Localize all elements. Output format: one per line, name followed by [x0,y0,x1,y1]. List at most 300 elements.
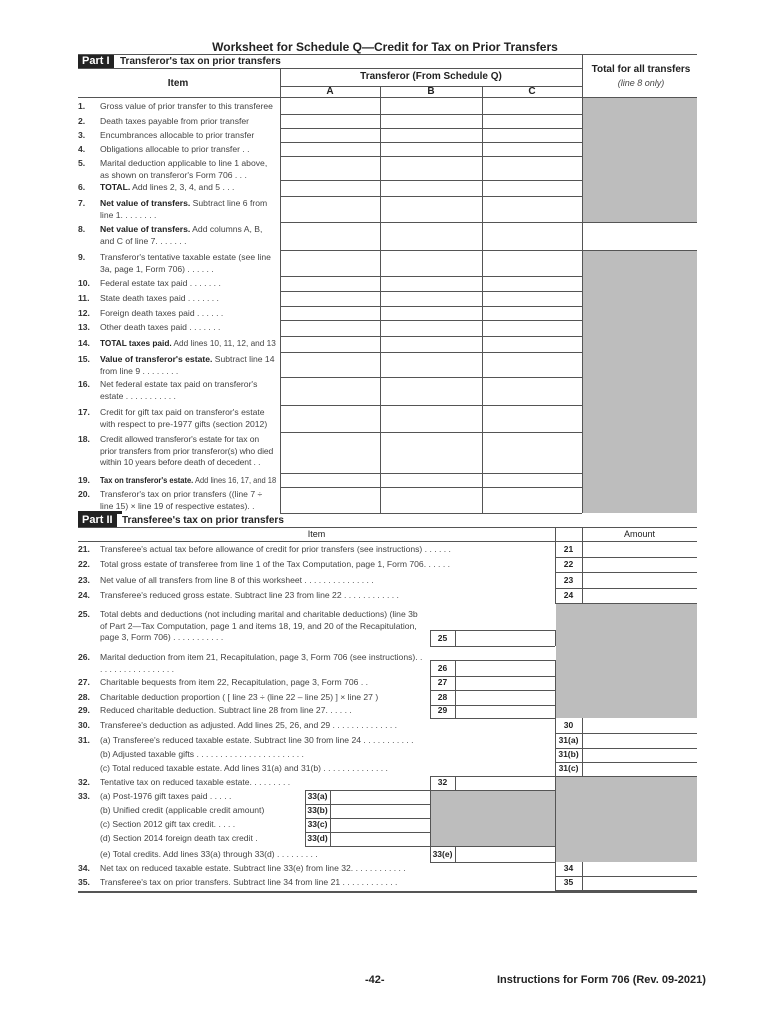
line-number: 3. [78,130,86,140]
middle-column-shaded [430,790,555,846]
line-text: Death taxes payable from prior transfer [100,116,250,126]
line-17-column-a-field[interactable] [281,405,379,431]
column-line [430,790,431,804]
rule-line [280,513,582,514]
line-description [100,354,276,377]
part1-line-18 [78,434,276,469]
line-bold-label: TOTAL. [100,182,131,192]
line-text: Total gross estate of transferee from line 1 of the Tax Computation, page 1, Form 706. . . . . . [100,559,450,569]
line-number: 6. [78,182,86,192]
line-bold-label: Net value of transfers. [100,198,191,208]
line-4-column-b-field[interactable] [381,142,481,155]
rule-line [78,97,697,98]
line-26-amount-field[interactable] [456,660,554,675]
line-description [100,158,276,181]
line-text: Tentative tax on reduced taxable estate. . . . . . . . . [100,777,291,787]
line-13-column-a-field[interactable] [281,320,379,335]
part2-line-21 [78,544,548,556]
part2-line-31(c) [78,763,548,775]
column-line [555,676,556,690]
line-28-amount-field[interactable] [456,690,554,704]
line-33(b)-amount-field[interactable] [331,804,429,817]
line-text: Transferee's tax on prior transfers. Subtract line 34 from line 21 . . . . . . . . . . . . [100,877,398,887]
line-bold-label: Value of transferor's estate. [100,354,213,364]
line-bold-label: Tax on transferor's estate. [100,475,194,485]
total-note: (line 8 only) [617,78,665,88]
line-number: 7. [78,198,86,208]
part2-line-28 [78,692,423,704]
line-description [100,609,423,644]
line-number [78,749,100,761]
total-header: Total for all transfers [591,64,691,75]
line-33(c)-amount-field[interactable] [331,818,429,831]
line-20-column-c-field[interactable] [483,487,581,512]
line-35-amount-field[interactable] [583,876,696,889]
part2-line-32 [78,777,423,789]
line-text: Credit allowed transferor's estate for tax on prior transfers from prior transferor(s) who died within 10 years before death of decedent . . [100,434,274,467]
line-12-column-b-field[interactable] [381,306,481,319]
line-text: (a) Transferee's reduced taxable estate. Subtract line 30 from line 24 . . . . . . . . . . . [100,735,414,745]
line-24-amount-field[interactable] [583,588,696,602]
line-3-column-a-field[interactable] [281,128,379,141]
line-15-column-c-field[interactable] [483,352,581,376]
line-3-column-b-field[interactable] [381,128,481,141]
line-number: 27. [78,677,90,687]
part1-line-2 [78,116,276,128]
column-line [555,690,556,705]
rule-line [555,603,697,604]
line-16-column-a-field[interactable] [281,377,379,404]
line-17-column-b-field[interactable] [381,405,481,431]
line-10-column-a-field[interactable] [281,276,379,290]
line-19-column-b-field[interactable] [381,473,481,486]
line-12-column-a-field[interactable] [281,306,379,319]
line-number: 16. [78,379,90,389]
line-description [100,705,423,717]
worksheet-title: Worksheet for Schedule Q—Credit for Tax on Prior Transfers [212,40,558,54]
column-line [430,818,431,832]
part2-line-22 [78,559,548,571]
line-bold-label: Net value of transfers. [100,224,191,234]
rule-line [280,86,582,87]
line-19-column-c-field[interactable] [483,473,581,486]
part1-line-5 [78,158,276,181]
line-34-amount-field[interactable] [583,862,696,875]
line-23-amount-field[interactable] [583,572,696,587]
rule-line [583,250,697,251]
part2-line-31(b) [78,749,548,761]
line-21-amount-field[interactable] [583,545,696,556]
part1-line-1 [78,101,276,113]
rule-line [583,222,697,223]
line-description [100,833,298,845]
box-number-23: 23 [563,575,574,585]
box-number-22: 22 [563,559,574,569]
line-17-column-c-field[interactable] [483,405,581,431]
line-text: Add lines 10, 11, 12, and 13 [171,338,276,348]
line-14-column-b-field[interactable] [381,336,481,351]
line-9-column-a-field[interactable] [281,250,379,275]
line-description [100,735,548,747]
line-number: 14. [78,338,90,348]
line-31(c)-amount-field[interactable] [583,762,696,775]
line-number: 30. [78,720,90,730]
line-16-column-c-field[interactable] [483,377,581,404]
line-text: (c) Total reduced taxable estate. Add lines 31(a) and 31(b) . . . . . . . . . . . . . . [100,763,388,773]
line-text: Obligations allocable to prior transfer . . [100,144,250,154]
line-number: 22. [78,559,90,569]
line-text: Add lines 16, 17, and 18 [193,475,277,485]
line-text: Reduced charitable deduction. Subtract line 28 from line 27. . . . . . [100,705,352,715]
line-29-amount-field[interactable] [456,705,554,717]
line-description [100,749,548,761]
line-description [100,559,548,571]
line-description [100,692,423,704]
part2-line-23 [78,575,548,587]
line-description [100,144,276,156]
line-14-column-c-field[interactable] [483,336,581,351]
line-text: (b) Unified credit (applicable credit amount) [100,805,265,815]
line-5-column-c-field[interactable] [483,156,581,179]
box-number-31(a): 31(a) [558,735,579,745]
line-description [100,116,276,128]
line-number: 35. [78,877,90,887]
line-description [100,379,276,402]
part1-line-15 [78,354,276,377]
line-18-column-c-field[interactable] [483,432,581,472]
line-13-column-b-field[interactable] [381,320,481,335]
rule-line [78,891,697,893]
box-number-28: 28 [437,692,448,702]
line-20-column-a-field[interactable] [281,487,379,512]
line-text: Net value of all transfers from line 8 of this worksheet . . . . . . . . . . . . . . . [100,575,374,585]
line-number: 24. [78,590,90,600]
box-number-33(a): 33(a) [307,791,328,801]
line-description [100,293,276,305]
part1-line-13 [78,322,276,334]
line-description [100,590,548,602]
part2-line-29 [78,705,423,717]
part2-title: Transferee's tax on prior transfers [122,515,284,526]
box-number-25: 25 [437,633,448,643]
line-description [100,863,548,875]
line-11-column-c-field[interactable] [483,291,581,305]
box-number-34: 34 [563,863,574,873]
line-number: 34. [78,863,90,873]
line-text: Transferee's reduced gross estate. Subtract line 23 from line 22 . . . . . . . . . . . . [100,590,399,600]
rule-line [78,68,582,69]
line-33(a)-amount-field[interactable] [331,790,429,803]
part2-line-33(d) [78,833,298,845]
part1-line-16 [78,379,276,402]
line-33(d)-amount-field[interactable] [331,832,429,845]
line-text: Credit for gift tax paid on transferor's estate with respect to pre-1977 gifts (section 2012) [100,407,268,429]
line-15-column-b-field[interactable] [381,352,481,376]
total-column-shaded [583,250,697,513]
column-line [555,705,556,718]
line-10-column-c-field[interactable] [483,276,581,290]
part1-line-10 [78,278,276,290]
column-a-header: A [326,86,334,97]
part2-line-31(a) [78,735,548,747]
line-text: Subtract line 6 from line 1. . . . . . . . [100,198,268,220]
line-30-amount-field[interactable] [583,718,696,732]
line-text: Marital deduction from item 21, Recapitulation, page 3, Form 706 (see instructions). . . . . . . . . . . . . . . . . . [100,652,423,674]
line-description [100,101,276,113]
line-27-amount-field[interactable] [456,676,554,689]
line-description [100,338,276,350]
line-7-column-a-field[interactable] [281,196,379,221]
amount-column-shaded [556,603,697,718]
part1-line-17 [78,407,276,430]
total-column-shaded [583,97,697,222]
part2-line-34 [78,863,548,875]
box-number-29: 29 [437,705,448,715]
line-description [100,475,277,487]
line-6-column-c-field[interactable] [483,180,581,195]
line-description [100,252,276,275]
line-text: (d) Section 2014 foreign death tax credit . [100,833,258,843]
line-15-column-a-field[interactable] [281,352,379,376]
line-32-amount-field[interactable] [456,776,554,789]
rule-line [78,541,697,542]
line-number: 29. [78,705,90,715]
line-description [100,819,298,831]
line-description [100,198,276,221]
transferor-header: Transferor (From Schedule Q) [360,71,502,82]
part1-line-20 [78,489,276,512]
line-text: (e) Total credits. Add lines 33(a) through 33(d) . . . . . . . . . [100,849,318,859]
column-c-header: C [528,86,536,97]
line-11-column-a-field[interactable] [281,291,379,305]
line-20-column-b-field[interactable] [381,487,481,512]
line-text: (a) Post-1976 gift taxes paid . . . . . [100,791,232,801]
rule-line [78,527,697,528]
line-number [78,819,100,831]
line-text: Marital deduction applicable to line 1 above, as shown on transferor's Form 706 . . . [100,158,268,180]
line-number: 9. [78,252,86,262]
line-33(e)-amount-field[interactable] [456,846,554,861]
line-text: Encumbrances allocable to prior transfer [100,130,255,140]
line-25-amount-field[interactable] [456,630,554,645]
amount-column-shaded [556,776,697,862]
line-9-column-c-field[interactable] [483,250,581,275]
line-5-column-a-field[interactable] [281,156,379,179]
line-number: 15. [78,354,90,364]
line-10-column-b-field[interactable] [381,276,481,290]
line-text: Federal estate tax paid . . . . . . . [100,278,221,288]
box-number-32: 32 [437,777,448,787]
line-number: 2. [78,116,86,126]
line-number: 26. [78,652,90,662]
line-number: 32. [78,777,90,787]
part1-line-14 [78,338,276,350]
box-number-27: 27 [437,677,448,687]
line-number: 10. [78,278,90,288]
box-number-30: 30 [563,720,574,730]
column-line [430,804,431,818]
line-number: 17. [78,407,90,417]
box-number-33(c): 33(c) [307,819,328,829]
line-number: 23. [78,575,90,585]
line-text: Charitable bequests from item 22, Recapitulation, page 3, Form 706 . . [100,677,368,687]
part2-line-35 [78,877,548,889]
line-text: Transferee's deduction as adjusted. Add lines 25, 26, and 29 . . . . . . . . . . . . . . [100,720,398,730]
line-13-column-c-field[interactable] [483,320,581,335]
line-text: Net tax on reduced taxable estate. Subtract line 33(e) from line 32. . . . . . . . . . . . [100,863,406,873]
part1-line-12 [78,308,276,320]
line-description [100,652,423,675]
line-5-column-b-field[interactable] [381,156,481,179]
line-12-column-c-field[interactable] [483,306,581,319]
line-31(a)-amount-field[interactable] [583,733,696,747]
column-line [555,718,556,890]
column-line [582,862,583,890]
line-text: State death taxes paid . . . . . . . [100,293,219,303]
part1-item-header: Item [167,78,189,89]
line-description [100,182,276,194]
line-description [100,677,423,689]
line-text: Foreign death taxes paid . . . . . . [100,308,224,318]
rule-line [555,776,697,777]
line-description [100,278,276,290]
part1-title: Transferor's tax on prior transfers [120,56,281,67]
column-line [430,832,431,846]
line-text: Total debts and deductions (not including marital and charitable deductions) (line 3b of Part 2—Tax Computation, page 1 and items 18, 19, and 20 of the Recapitulation, page 3, Form 706) . . . . . . . . . . . [100,609,418,642]
part1-line-6 [78,182,276,194]
line-31(b)-amount-field[interactable] [583,748,696,761]
line-number: 20. [78,489,90,499]
line-description [100,849,423,861]
line-8-column-c-field[interactable] [483,222,581,249]
line-8-column-a-field[interactable] [281,222,379,249]
column-line [555,630,556,646]
line-8-total-field[interactable] [583,222,697,250]
line-1-column-c-field[interactable] [483,99,581,113]
line-description [100,308,276,320]
line-number: 33. [78,791,90,801]
rule-line [78,54,697,55]
part2-line-26 [78,652,423,675]
line-description [100,434,276,469]
line-description [100,407,276,430]
line-text: (b) Adjusted taxable gifts . . . . . . . . . . . . . . . . . . . . . . . [100,749,304,759]
line-number: 1. [78,101,86,111]
line-number [78,833,100,845]
line-description [100,720,548,732]
box-number-33(e): 33(e) [432,849,453,859]
line-number: 8. [78,224,86,234]
line-18-column-a-field[interactable] [281,432,379,472]
line-description [100,791,298,803]
line-text: Transferor's tentative taxable estate (see line 3a, page 1, Form 706) . . . . . . [100,252,271,274]
rule-line [430,790,555,791]
line-description [100,877,548,889]
line-number: 19. [78,475,90,485]
line-4-column-c-field[interactable] [483,142,581,155]
line-22-amount-field[interactable] [583,557,696,571]
line-7-column-c-field[interactable] [483,196,581,221]
part1-line-8 [78,224,276,247]
part2-line-30 [78,720,548,732]
line-description [100,805,298,817]
line-9-column-b-field[interactable] [381,250,481,275]
part1-line-11 [78,293,276,305]
line-text: (c) Section 2012 gift tax credit. . . . . [100,819,236,829]
column-line [582,718,583,776]
line-4-column-a-field[interactable] [281,142,379,155]
line-description [100,777,423,789]
line-description [100,489,276,512]
part2-label: Part II [78,514,117,527]
line-description [100,130,276,142]
line-11-column-b-field[interactable] [381,291,481,305]
rule-line [305,846,430,847]
part2-line-27 [78,677,423,689]
line-description [100,763,548,775]
line-2-column-b-field[interactable] [381,114,481,127]
page-number: -42- [365,974,385,986]
line-number: 18. [78,434,90,444]
line-number: 4. [78,144,86,154]
line-number: 31. [78,735,90,745]
line-text: Other death taxes paid . . . . . . . [100,322,221,332]
line-6-column-b-field[interactable] [381,180,481,195]
part1-line-3 [78,130,276,142]
line-number [78,805,100,817]
box-number-26: 26 [437,663,448,673]
line-text: Transferee's actual tax before allowance of credit for prior transfers (see instructions) . . . . . . [100,544,451,554]
line-text: Charitable deduction proportion ( [ line 23 ÷ (line 22 – line 25) ] × line 27 ) [100,692,379,702]
line-description [100,224,276,247]
line-number: 13. [78,322,90,332]
line-8-column-b-field[interactable] [381,222,481,249]
rule-line [430,646,555,647]
line-3-column-c-field[interactable] [483,128,581,141]
column-line [555,660,556,676]
line-19-column-a-field[interactable] [281,473,379,486]
line-number: 11. [78,293,90,303]
line-6-column-a-field[interactable] [281,180,379,195]
line-1-column-a-field[interactable] [281,99,379,113]
box-number-33(b): 33(b) [307,805,328,815]
box-number-24: 24 [563,590,574,600]
line-number: 12. [78,308,90,318]
line-bold-label: TOTAL taxes paid. [100,338,172,348]
part2-line-33(e) [78,849,423,861]
line-18-column-b-field[interactable] [381,432,481,472]
part2-line-33(b) [78,805,298,817]
part1-label: Part I [78,55,114,68]
line-2-column-a-field[interactable] [281,114,379,127]
line-number: 5. [78,158,86,168]
line-2-column-c-field[interactable] [483,114,581,127]
part2-line-33(c) [78,819,298,831]
box-number-31(b): 31(b) [558,749,579,759]
form-reference: Instructions for Form 706 (Rev. 09-2021) [497,974,706,986]
line-number: 21. [78,544,90,554]
part2-amount-header: Amount [623,529,656,539]
line-1-column-b-field[interactable] [381,99,481,113]
part1-line-7 [78,198,276,221]
part1-line-19 [78,475,276,487]
column-b-header: B [427,86,435,97]
line-14-column-a-field[interactable] [281,336,379,351]
part2-item-header: Item [307,529,326,539]
line-16-column-b-field[interactable] [381,377,481,404]
line-text: Transferor's tax on prior transfers ((line 7 ÷ line 15) × line 19 of respective estates). . [100,489,263,511]
line-7-column-b-field[interactable] [381,196,481,221]
